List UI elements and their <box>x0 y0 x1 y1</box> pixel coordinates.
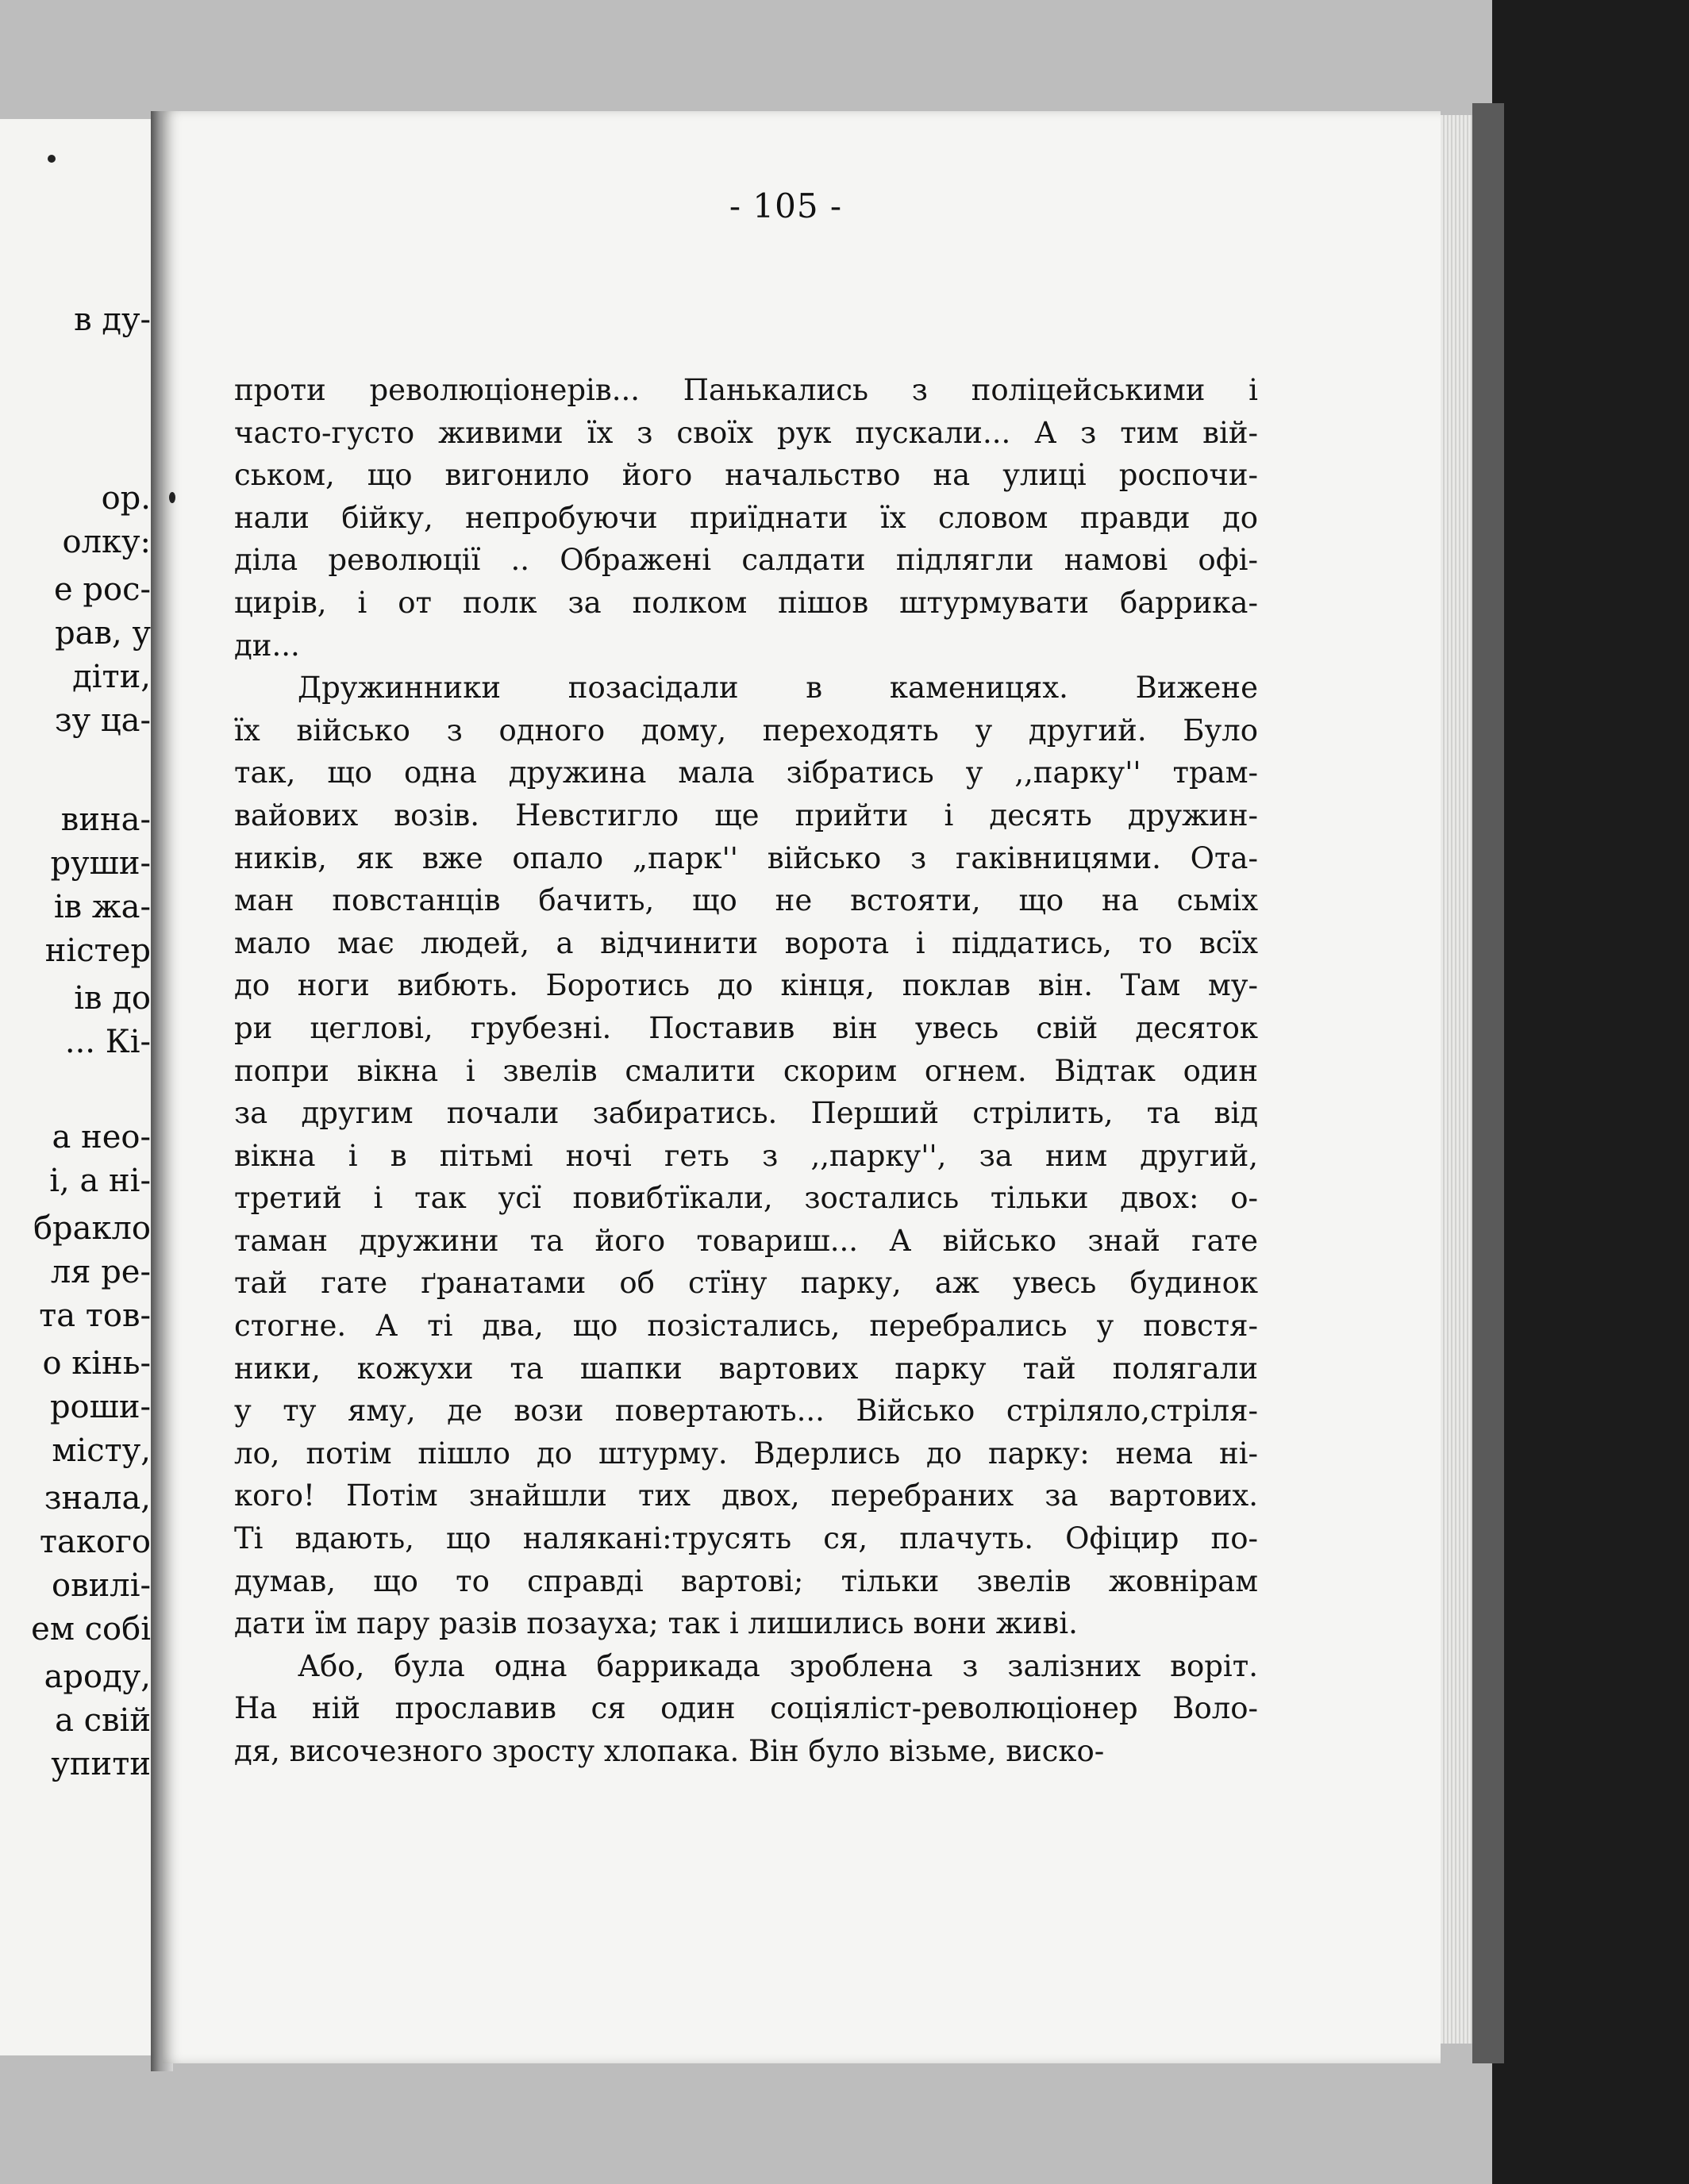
text-line: цирів, і от полк за полком пішов штурмувати баррика- <box>234 585 1258 620</box>
page-body-text <box>234 369 1258 1773</box>
text-line: ло, потім пішло до штурму. Вдерлись до парку: нема ні- <box>234 1436 1258 1471</box>
page-number: - 105 - <box>729 186 843 225</box>
previous-page-line-fragment: діти, <box>72 659 151 695</box>
previous-page-line-fragment: а свій <box>55 1702 151 1739</box>
previous-page-line-fragment: ем собі <box>31 1611 151 1648</box>
previous-page-line-fragment: роши- <box>49 1389 151 1425</box>
text-line: вікна і в пітьмі ночі геть з ,,парку'', за ним другий, <box>234 1138 1258 1173</box>
text-line: кого! Потім знайшли тих двох, перебраних за вартових. <box>234 1478 1258 1513</box>
previous-page-line-fragment: е рос- <box>54 571 151 608</box>
text-line: думав, що то справді вартові; тільки звелів жовнірам <box>234 1563 1258 1598</box>
text-line: ди... <box>234 628 300 663</box>
text-line: проти революціонерів... Панькались з поліцейськими і <box>234 373 1258 407</box>
text-line: ників, як вже опало „парк'' військо з гаківницями. Ота- <box>234 840 1258 875</box>
text-line: діла революції .. Ображені салдати підлягли намові офі- <box>234 543 1258 578</box>
text-line: нали бійку, непробуючи приїднати їх словом правди до <box>234 500 1258 535</box>
text-line: ськом, що вигонило його начальство на улиці роспочи- <box>234 458 1258 493</box>
previous-page-line-fragment: руши- <box>50 845 151 882</box>
text-line: у ту яму, де вози повертають... Військо стріляло,стріля- <box>234 1394 1258 1428</box>
text-line: ри цеглові, грубезні. Поставив він увесь свій десяток <box>234 1010 1258 1045</box>
text-line: дя, височезного зросту хлопака. Він було візьме, виско- <box>234 1734 1105 1768</box>
previous-page <box>0 119 156 2055</box>
previous-page-line-fragment: такого <box>39 1524 151 1560</box>
text-line: дати їм пару разів позауха; так і лишились вони живі. <box>234 1606 1078 1641</box>
text-line: ман повстанців бачить, що не встояти, що на сьміх <box>234 883 1258 918</box>
text-line: вайових возів. Невстигло ще прийти і десять дружин- <box>234 798 1258 832</box>
text-line: таман дружини та його товариш... А військо знай гате <box>234 1223 1258 1258</box>
text-line: Або, була одна баррикада зроблена з залізних воріт. <box>298 1648 1258 1683</box>
text-line: часто-густо живими їх з своїх рук пускали... А з тим вій- <box>234 415 1258 450</box>
previous-page-line-fragment: зу ца- <box>54 702 151 739</box>
text-line: тай гате ґранатами об стїну парку, аж увесь будинок <box>234 1266 1258 1301</box>
previous-page-line-fragment: олку: <box>62 524 151 560</box>
previous-page-line-fragment: знала, <box>44 1480 151 1517</box>
text-line: ники, кожухи та шапки вартових парку тай полягали <box>234 1351 1258 1386</box>
book-cover-edge <box>1472 103 1504 2063</box>
previous-page-line-fragment: бракло <box>33 1210 151 1247</box>
previous-page-line-fragment: а нео- <box>52 1119 151 1155</box>
previous-page-line-fragment: упити <box>51 1746 151 1782</box>
text-line: Дружинники позасідали в каменицях. Вижене <box>298 671 1258 706</box>
previous-page-line-fragment: вина- <box>60 802 151 838</box>
text-line: їх військо з одного дому, переходять у другий. Було <box>234 713 1258 748</box>
previous-page-line-fragment: рав, у <box>55 615 151 652</box>
text-line: На ній прославив ся один соціяліст-революціонер Воло- <box>234 1691 1258 1726</box>
previous-page-line-fragment: ів жа- <box>53 889 151 925</box>
previous-page-line-fragment: і, а ні- <box>49 1163 151 1199</box>
previous-page-line-fragment: ароду, <box>44 1659 151 1695</box>
previous-page-line-fragment: ... Кі- <box>64 1024 151 1060</box>
text-line: третий і так усї повибтїкали, зостались тільки двох: о- <box>234 1181 1258 1216</box>
ink-speck <box>169 492 175 503</box>
previous-page-line-fragment: о кінь- <box>42 1345 151 1382</box>
previous-page-line-fragment: місту, <box>52 1432 151 1469</box>
text-line: мало має людей, а відчинити ворота і піддатись, то всїх <box>234 925 1258 960</box>
text-line: стогне. А ті два, що позістались, перебрались у повстя- <box>234 1309 1258 1344</box>
previous-page-line-fragment: та тов- <box>39 1298 151 1334</box>
text-line: так, що одна дружина мала зібратись у ,,парку'' трам- <box>234 756 1258 790</box>
text-line: попри вікна і звелів смалити скорим огнем. Відтак один <box>234 1053 1258 1088</box>
previous-page-line-fragment: ів до <box>74 980 151 1017</box>
previous-page-line-fragment: ністер <box>44 932 151 969</box>
previous-page-line-fragment: ля ре- <box>50 1254 151 1290</box>
text-line: Ті вдають, що налякані:трусять ся, плачуть. Офіцир по- <box>234 1521 1258 1556</box>
previous-page-line-fragment: ор. <box>101 480 151 517</box>
previous-page-line-fragment: в ду- <box>74 302 151 338</box>
page-fore-edge <box>1441 115 1475 2044</box>
text-line: за другим почали забиратись. Перший стрілить, та від <box>234 1096 1258 1131</box>
previous-page-line-fragment: овилі- <box>52 1567 151 1604</box>
text-line: до ноги вибють. Боротись до кінця, поклав він. Там му- <box>234 968 1258 1003</box>
ink-speck <box>48 155 56 163</box>
